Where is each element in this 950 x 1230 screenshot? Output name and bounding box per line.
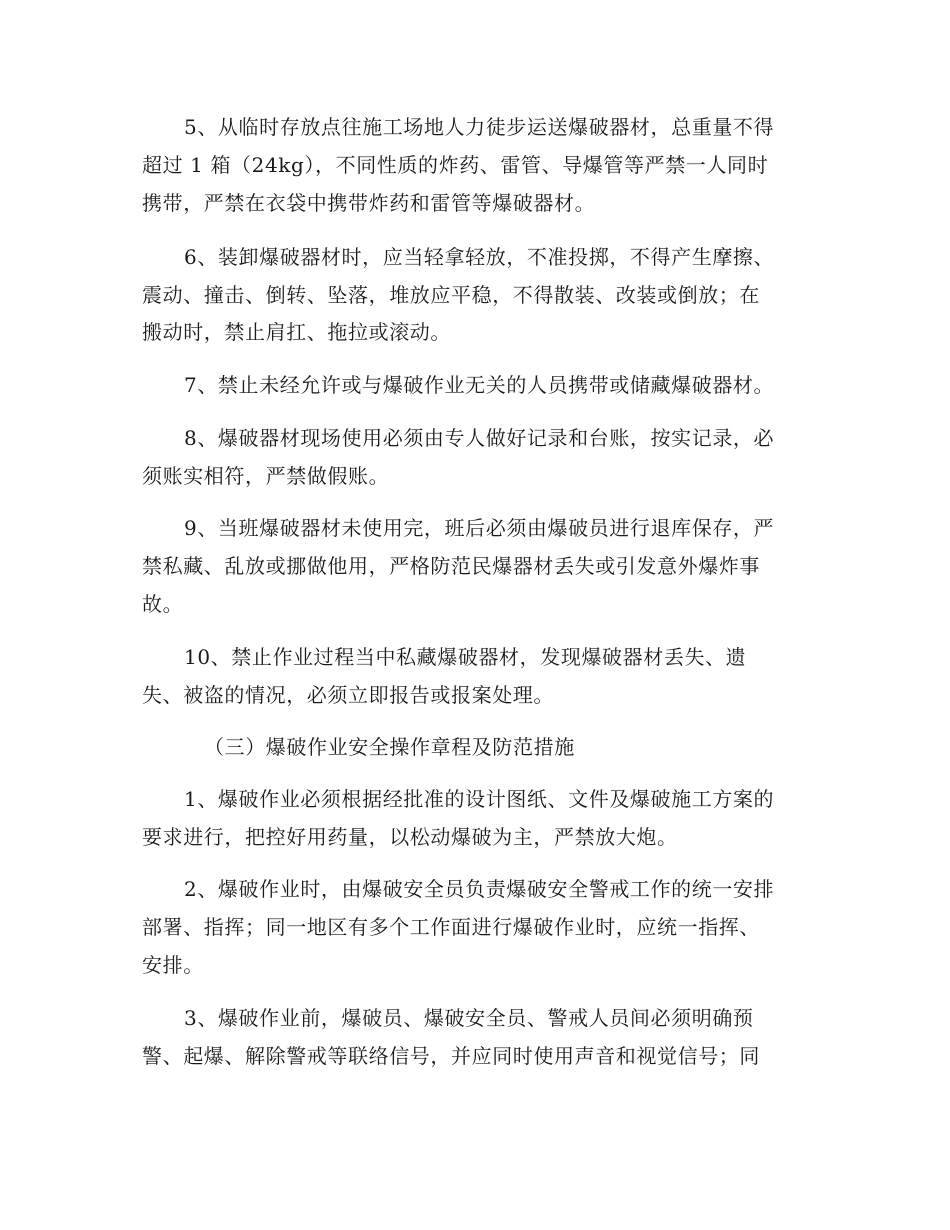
paragraph-line: 要求进行，把控好用药量，以松动爆破为主，严禁放大炮。 [142, 825, 678, 849]
paragraph-line: 8、爆破器材现场使用必须由专人做好记录和台账，按实记录，必 [184, 426, 775, 450]
paragraph-line: 9、当班爆破器材未使用完，班后必须由爆破员进行退库保存，严 [184, 516, 775, 540]
paragraph-line: 震动、撞击、倒转、坠落，堆放应平稳，不得散装、改装或倒放；在 [142, 283, 760, 307]
paragraph-line: 禁私藏、乱放或挪做他用，严格防范民爆器材丢失或引发意外爆炸事 [142, 554, 760, 578]
paragraph-line: 搬动时，禁止肩扛、拖拉或滚动。 [142, 320, 451, 344]
paragraph-line: 2、爆破作业时，由爆破安全员负责爆破安全警戒工作的统一安排 [184, 877, 775, 901]
paragraph-line: 5、从临时存放点往施工场地人力徒步运送爆破器材，总重量不得 [184, 115, 775, 139]
paragraph-line: 10、禁止作业过程当中私藏爆破器材，发现爆破器材丢失、遗 [184, 645, 747, 669]
paragraph-line: 1、爆破作业必须根据经批准的设计图纸、文件及爆破施工方案的 [184, 787, 775, 811]
paragraph-line: 须账实相符，严禁做假账。 [142, 464, 390, 488]
paragraph-line: 安排。 [142, 953, 204, 977]
paragraph-line: 故。 [142, 592, 184, 616]
paragraph-line: 6、装卸爆破器材时，应当轻拿轻放，不准投掷，不得产生摩擦、 [184, 245, 775, 269]
paragraph-line: 警、起爆、解除警戒等联络信号，并应同时使用声音和视觉信号；同 [142, 1044, 760, 1068]
paragraph-line: 3、爆破作业前，爆破员、爆破安全员、警戒人员间必须明确预 [184, 1006, 754, 1030]
paragraph-line: 超过 1 箱（24kg），不同性质的炸药、雷管、导爆管等严禁一人同时 [142, 153, 769, 177]
paragraph-line: 7、禁止未经允许或与爆破作业无关的人员携带或储藏爆破器材。 [184, 373, 775, 397]
paragraph-line: 失、被盗的情况，必须立即报告或报案处理。 [142, 683, 554, 707]
paragraph-line: 部署、指挥；同一地区有多个工作面进行爆破作业时，应统一指挥、 [142, 915, 760, 939]
section-heading: （三）爆破作业安全操作章程及防范措施 [204, 735, 575, 759]
paragraph-line: 携带，严禁在衣袋中携带炸药和雷管等爆破器材。 [142, 191, 596, 215]
